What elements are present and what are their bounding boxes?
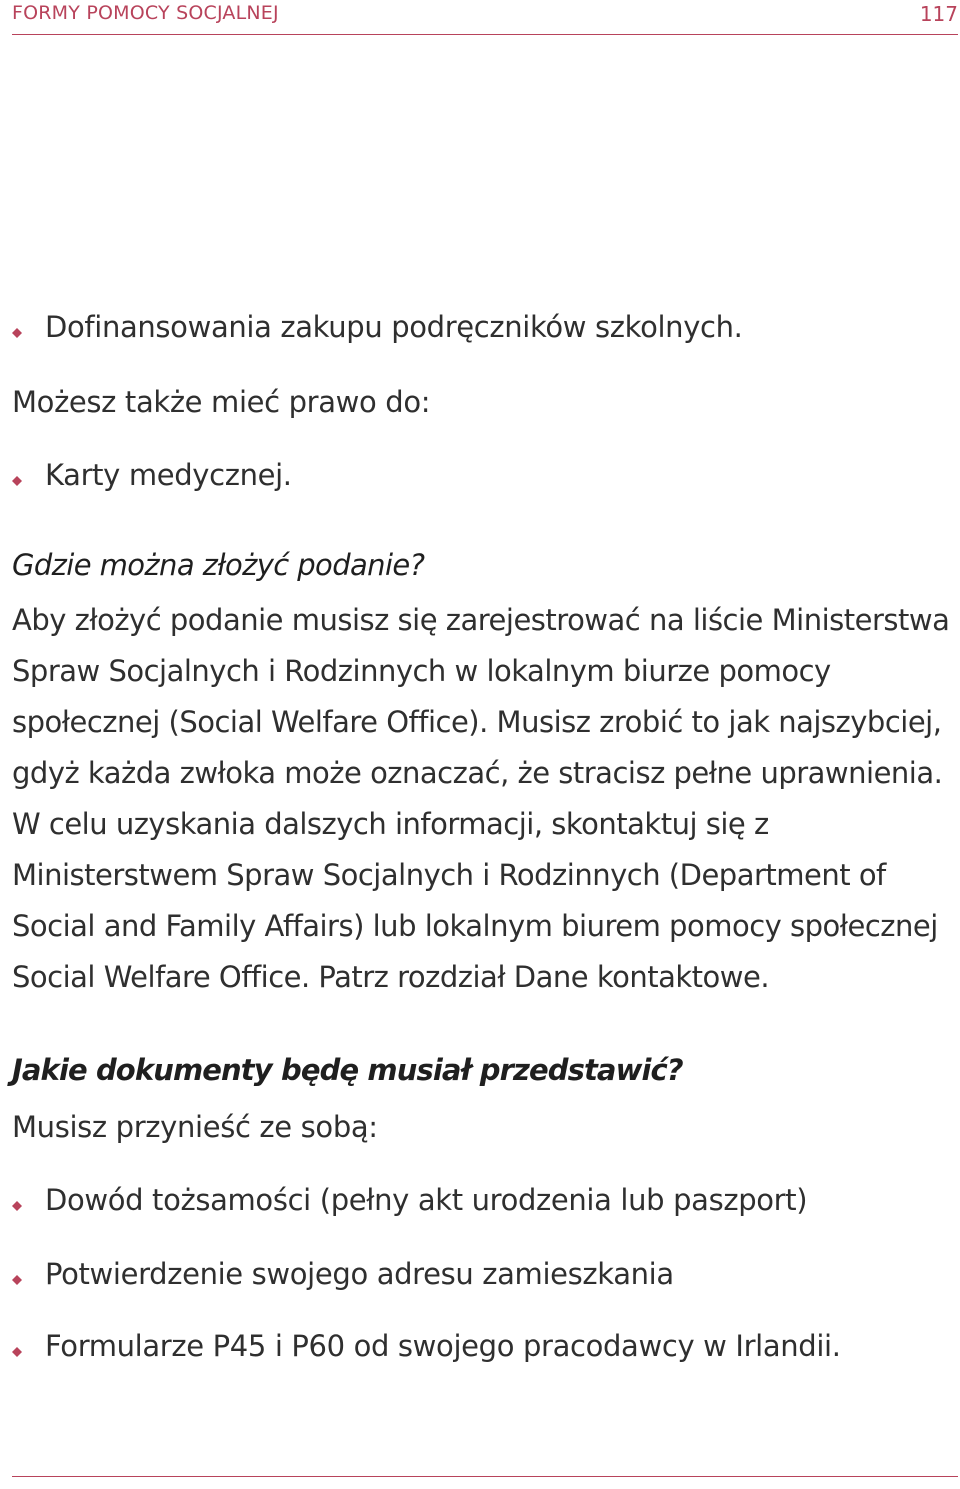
paragraph-line: gdyż każda zwłoka może oznaczać, że stracisz pełne uprawnienia. (12, 756, 943, 790)
section-heading-documents: Jakie dokumenty będę musiał przedstawić? (12, 1053, 683, 1087)
paragraph-line: Ministerstwem Spraw Socjalnych i Rodzinnych (Department of (12, 858, 886, 892)
where-apply-paragraph (12, 595, 957, 1003)
diamond-bullet-icon (12, 1196, 22, 1215)
paragraph-line: W celu uzyskania dalszych informacji, skontaktuj się z (12, 807, 769, 841)
also-entitled-intro: Możesz także mieć prawo do: (12, 385, 431, 419)
list-item (12, 1180, 952, 1222)
diamond-bullet-icon (12, 323, 22, 342)
list-item-text: Formularze P45 i P60 od swojego pracodawcy w Irlandii. (45, 1329, 841, 1363)
diamond-bullet-icon (12, 471, 22, 490)
diamond-bullet-icon (12, 1342, 22, 1361)
section-heading-where-apply: Gdzie można złożyć podanie? (12, 548, 425, 582)
list-item-text: Dowód tożsamości (pełny akt urodzenia lub paszport) (45, 1183, 808, 1217)
list-item (12, 1254, 952, 1296)
paragraph-line: Spraw Socjalnych i Rodzinnych w lokalnym biurze pomocy (12, 654, 831, 688)
paragraph-line: Aby złożyć podanie musisz się zarejestrować na liście Ministerstwa (12, 603, 950, 637)
list-item (12, 1326, 952, 1368)
paragraph-line: społecznej (Social Welfare Office). Musisz zrobić to jak najszybciej, (12, 705, 942, 739)
list-item-text: Karty medycznej. (45, 458, 292, 492)
list-item (12, 307, 952, 349)
page-header (12, 0, 958, 35)
list-item (12, 455, 952, 497)
diamond-bullet-icon (12, 1270, 22, 1289)
list-item-text: Dofinansowania zakupu podręczników szkolnych. (45, 310, 743, 344)
paragraph-line: Social Welfare Office. Patrz rozdział Dane kontaktowe. (12, 960, 770, 994)
footer-divider (12, 1476, 958, 1477)
documents-intro: Musisz przynieść ze sobą: (12, 1110, 378, 1144)
list-item-text: Potwierdzenie swojego adresu zamieszkania (45, 1257, 674, 1291)
section-title: FORMY POMOCY SOCJALNEJ (12, 2, 279, 24)
page-number: 117 (919, 2, 958, 26)
paragraph-line: Social and Family Affairs) lub lokalnym biurem pomocy społecznej (12, 909, 938, 943)
